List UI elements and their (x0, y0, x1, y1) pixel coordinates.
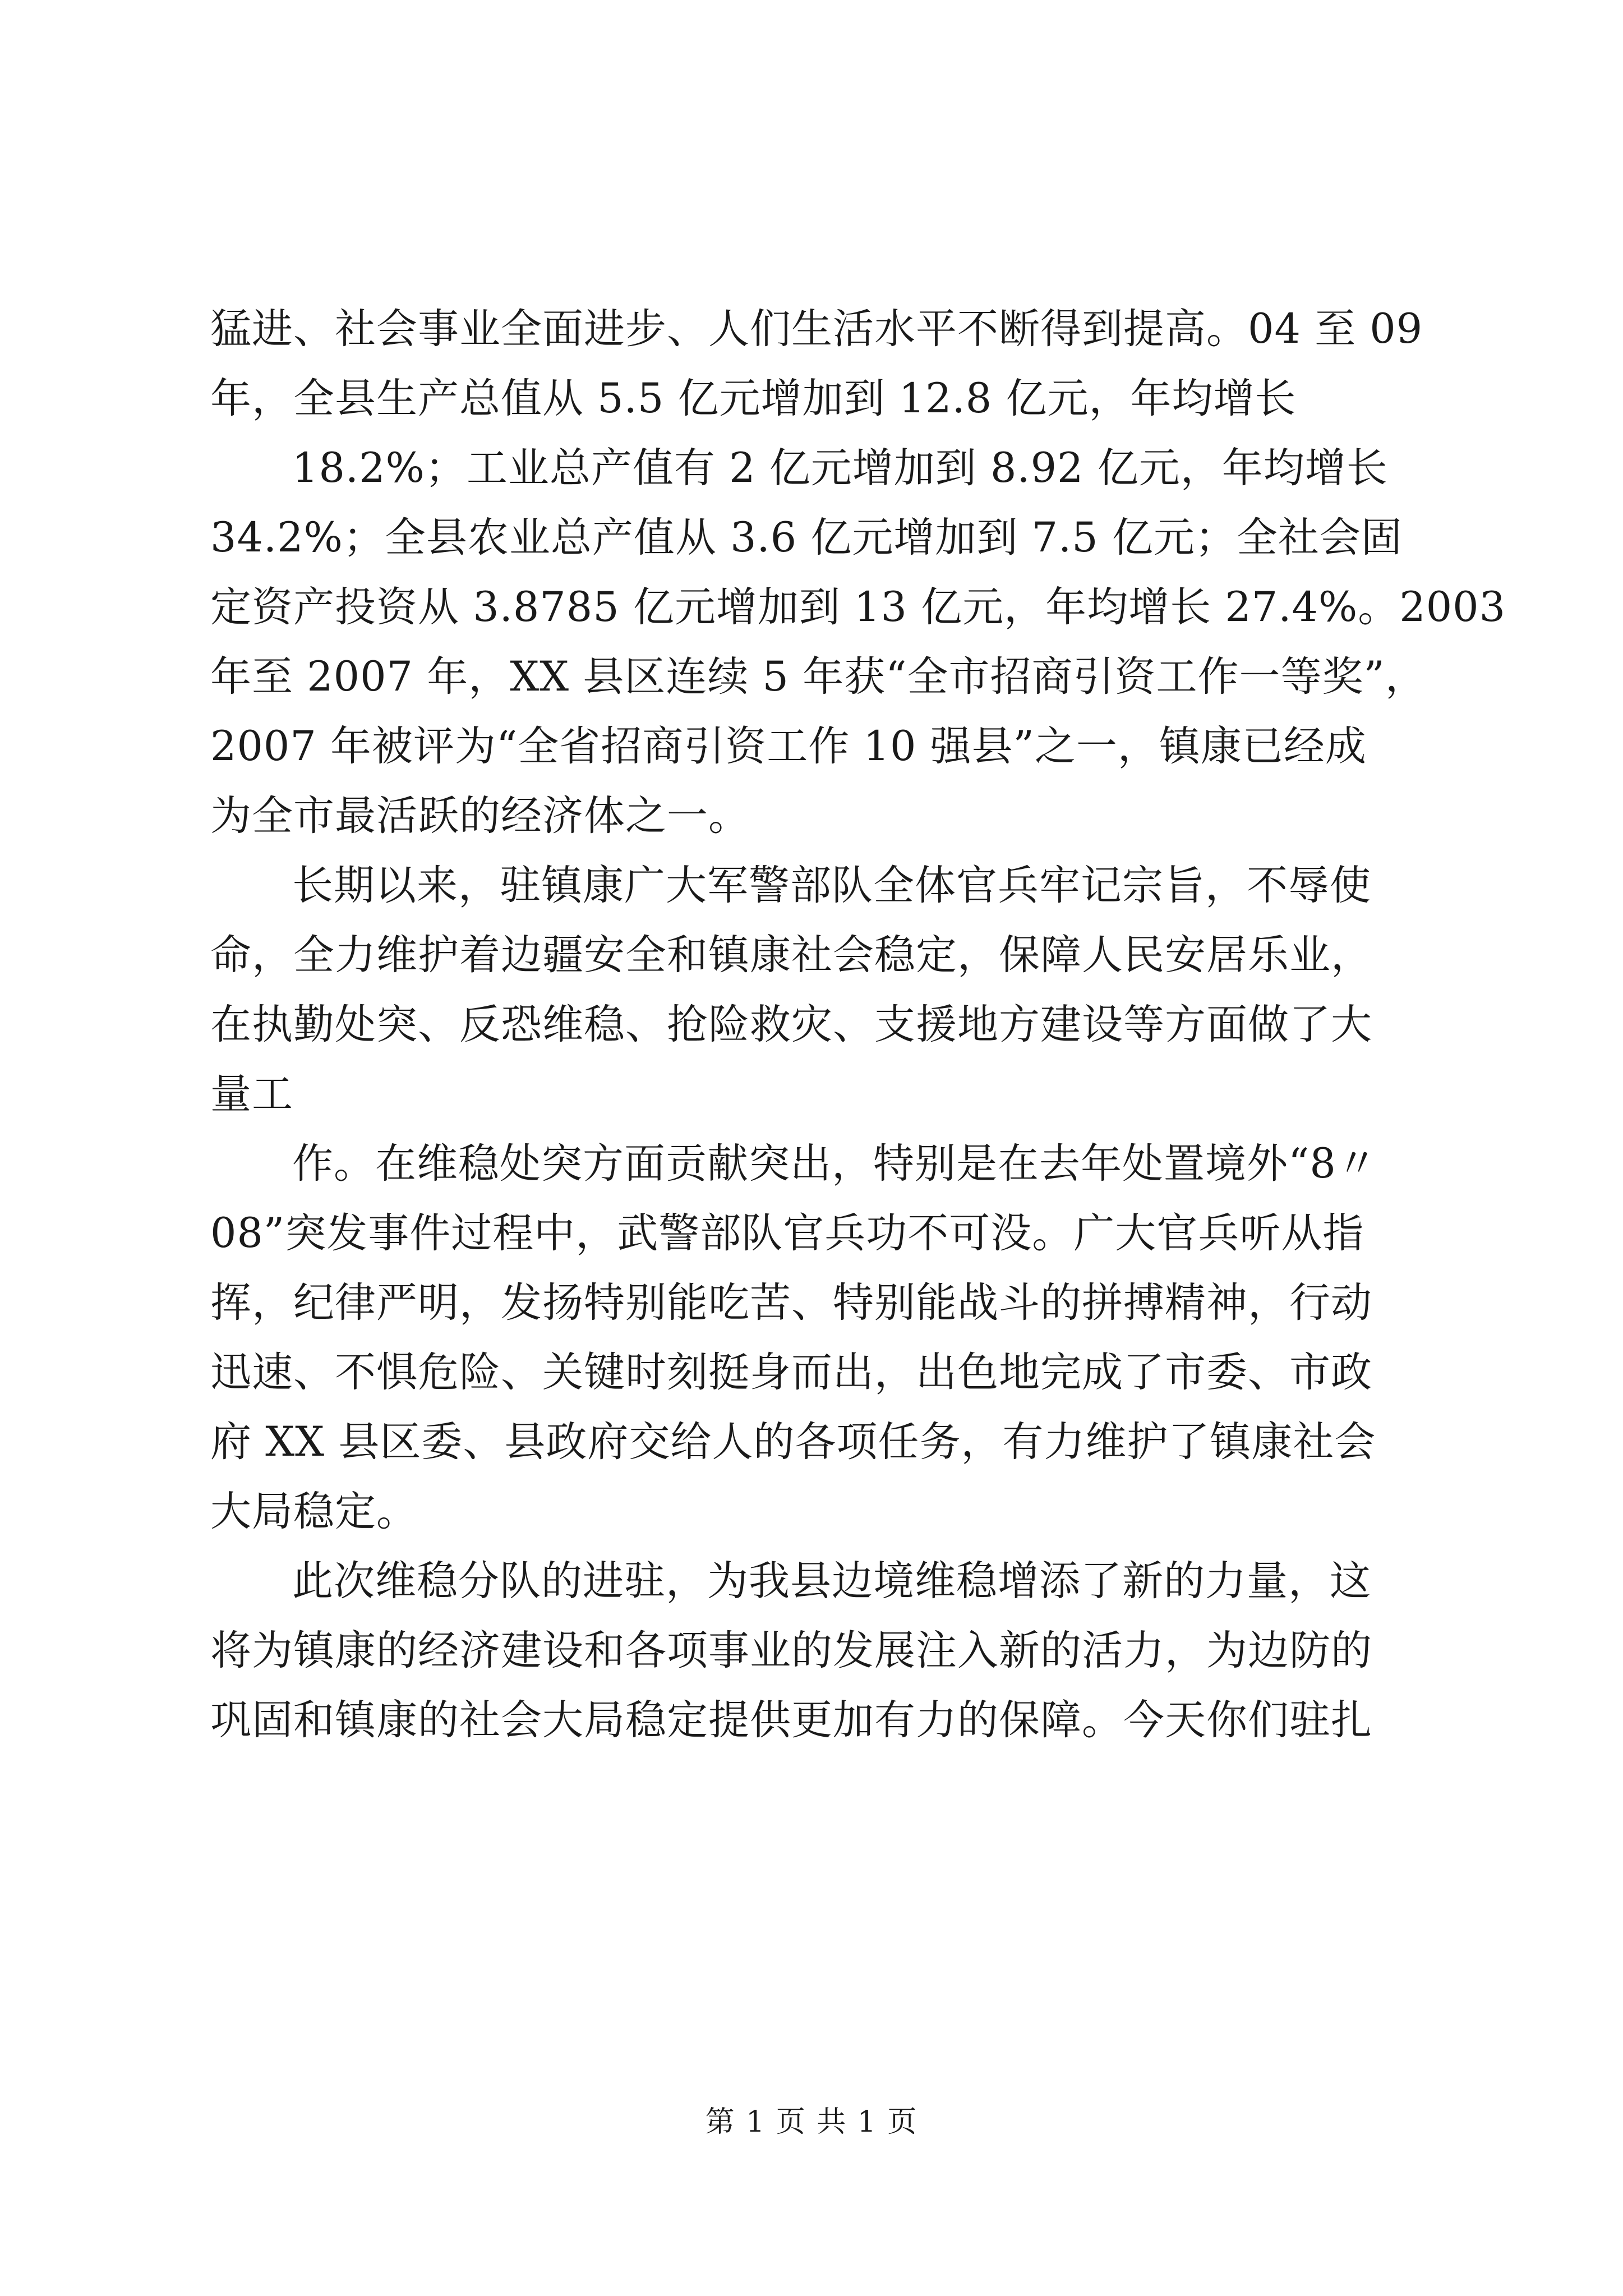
text-line: 34.2%；全县农业总产值从 3.6 亿元增加到 7.5 亿元；全社会固 (210, 514, 1403, 562)
page-number-footer: 第 1 页 共 1 页 (705, 2105, 918, 2139)
paragraph-3 (210, 851, 1416, 1129)
text-line: 此次维稳分队的进驻，为我县边境维稳增添了新的力量，这 (292, 1557, 1371, 1605)
text-line: 2007 年被评为“全省招商引资工作 10 强县”之一，镇康已经成 (210, 723, 1367, 770)
text-line: 府 XX 县区委、县政府交给人的各项任务，有力维护了镇康社会 (210, 1418, 1376, 1466)
text-line: 18.2%；工业总产值有 2 亿元增加到 8.92 亿元，年均增长 (292, 444, 1388, 492)
text-line: 08”突发事件过程中，武警部队官兵功不可没。广大官兵听从指 (210, 1209, 1364, 1257)
text-line: 量工 (210, 1070, 293, 1118)
text-line: 在执勤处突、反恐维稳、抢险救灾、支援地方建设等方面做了大 (210, 1001, 1372, 1048)
paragraph-1 (210, 295, 1423, 434)
text-line: 猛进、社会事业全面进步、人们生活水平不断得到提高。04 至 09 (210, 305, 1423, 353)
text-line: 命，全力维护着边疆安全和镇康社会稳定，保障人民安居乐业， (210, 931, 1372, 979)
text-line: 为全市最活跃的经济体之一。 (210, 792, 750, 840)
paragraph-5 (210, 1547, 1416, 1755)
paragraph-2 (210, 434, 1506, 851)
text-line: 巩固和镇康的社会大局稳定提供更加有力的保障。今天你们驻扎 (210, 1696, 1372, 1744)
document-body (210, 295, 1506, 1755)
text-line: 将为镇康的经济建设和各项事业的发展注入新的活力，为边防的 (210, 1627, 1372, 1674)
text-line: 定资产投资从 3.8785 亿元增加到 13 亿元，年均增长 27.4%。2003 (210, 583, 1506, 631)
text-line: 年，全县生产总值从 5.5 亿元增加到 12.8 亿元，年均增长 (210, 375, 1297, 422)
text-line: 迅速、不惧危险、关键时刻挺身而出，出色地完成了市委、市政 (210, 1349, 1372, 1396)
text-line: 作。在维稳处突方面贡献突出，特别是在去年处置境外“8〃 (292, 1140, 1378, 1188)
text-line: 长期以来，驻镇康广大军警部队全体官兵牢记宗旨，不辱使 (292, 862, 1371, 909)
text-line: 大局稳定。 (210, 1488, 418, 1535)
paragraph-4 (210, 1129, 1416, 1547)
text-line: 挥，纪律严明，发扬特别能吃苦、特别能战斗的拼搏精神，行动 (210, 1279, 1372, 1327)
text-line: 年至 2007 年，XX 县区连续 5 年获“全市招商引资工作一等奖”， (210, 653, 1427, 701)
